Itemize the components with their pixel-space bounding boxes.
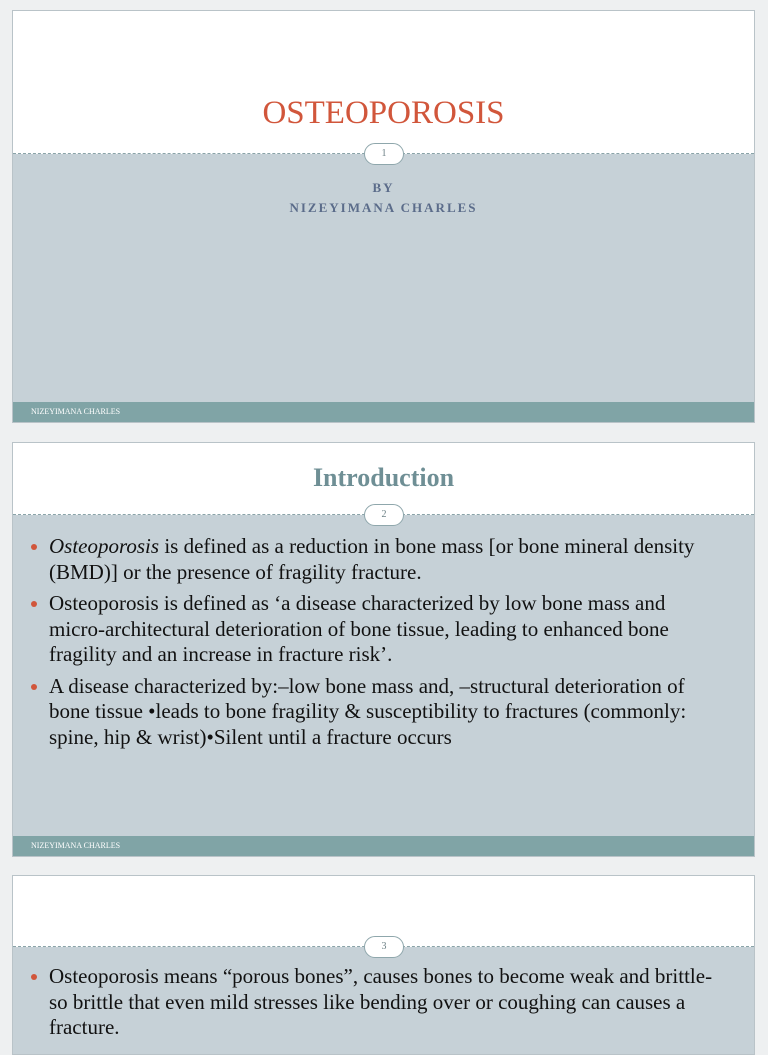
bullet-item (49, 591, 713, 668)
bullet-list (13, 964, 713, 1047)
bullet-item (49, 964, 713, 1041)
slide-title: OSTEOPOROSIS (262, 95, 505, 131)
slide-2 (12, 442, 755, 857)
bullet-item (49, 534, 713, 585)
slide-3 (12, 875, 755, 1055)
bullet-text: is defined as a reduction in bone mass [or bone mineral density (BMD)] or the presence of fragility fracture. (49, 534, 695, 584)
slide-footer: NIZEYIMANA CHARLES (13, 402, 754, 422)
bullet-italic-lead: Osteoporosis (49, 534, 160, 558)
bullet-text: Osteoporosis means “porous bones”, causes bones to become weak and brittle-so brittle that even mild stresses like bending over or coughing can causes a fracture. (49, 964, 713, 1039)
subtitle-author: NIZEYIMANA CHARLES (289, 200, 478, 215)
bullet-item (49, 674, 713, 751)
page-number: 1 (364, 143, 404, 165)
bullet-text: A disease characterized by:–low bone mass and, –structural deterioration of bone tissue •leads to bone fragility & susceptibility to fractures (commonly: spine, hip & wrist)•Silent until a fracture occurs (49, 673, 687, 749)
bullet-dot-icon (31, 974, 37, 980)
page-number: 2 (364, 504, 404, 526)
page-number: 3 (364, 936, 404, 958)
bullet-dot-icon (31, 601, 37, 607)
bullet-list (13, 534, 713, 756)
slide-1 (12, 10, 755, 423)
bullet-dot-icon (31, 544, 37, 550)
slide-title: Introduction (312, 463, 455, 492)
bullet-dot-icon (31, 684, 37, 690)
slide-footer: NIZEYIMANA CHARLES (13, 836, 754, 856)
bullet-text: Osteoporosis is defined as ‘a disease characterized by low bone mass and micro-architectural deterioration of bone tissue, leading to enhanced bone fragility and an increase in fracture risk’. (49, 591, 669, 666)
slide-header (13, 11, 754, 154)
subtitle-by: BY (372, 180, 395, 195)
